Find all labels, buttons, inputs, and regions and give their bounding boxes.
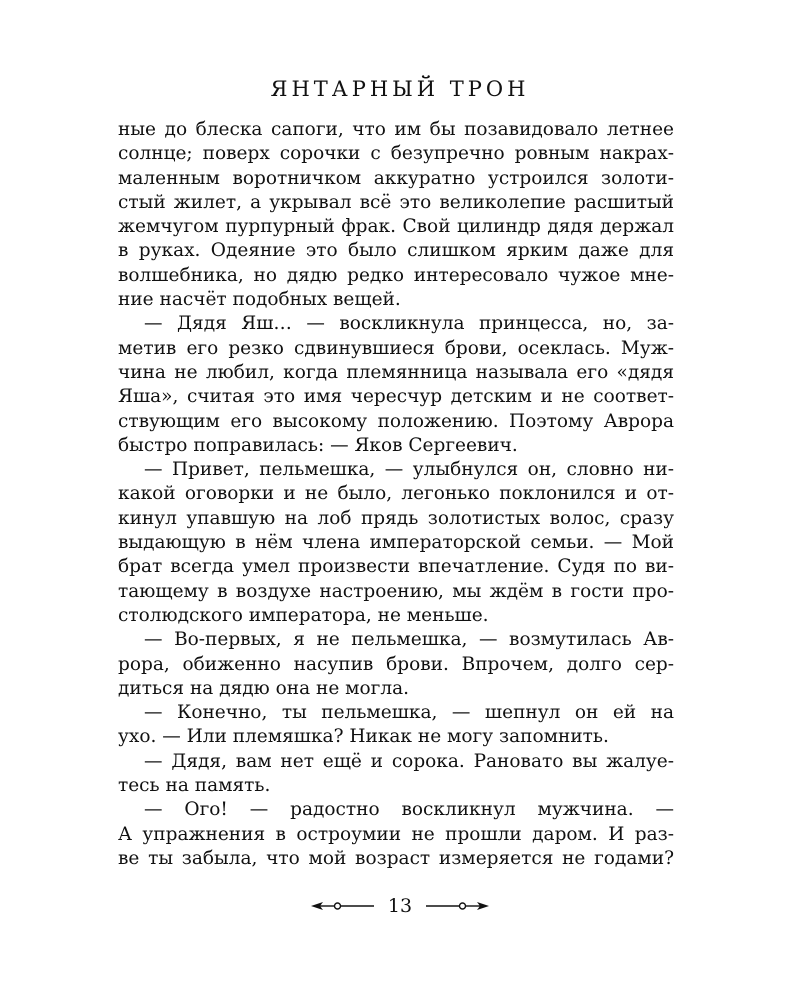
- text-line: ные до блеска сапоги, что им бы позавидовало летнее: [118, 119, 674, 140]
- text-line: диться на дядю она не могла.: [118, 677, 410, 699]
- text-line: метив его резко сдвинувшиеся брови, осеклась. Муж-: [118, 337, 674, 359]
- text-line: — Ого! — радостно воскликнул мужчина. —: [144, 799, 674, 821]
- text-line: солнце; поверх сорочки с безупречно ровным накрах-: [118, 143, 674, 165]
- text-line: выдающую в нём члена императорской семьи. — Мой: [118, 532, 674, 554]
- text-line: маленным воротничком аккуратно устроился золоти-: [118, 167, 674, 189]
- text-line: ухо. — Или племяшка? Никак не могу запомнить.: [118, 726, 609, 748]
- body-text: [118, 118, 674, 871]
- text-line: стый жилет, а укрывал всё это великолепие расшитый: [118, 191, 674, 213]
- text-line: в руках. Одеяние это было слишком ярким даже для: [118, 240, 674, 262]
- page-number: 13: [387, 895, 413, 917]
- text-line: — Дядя, вам нет ещё и сорока. Рановато вы жалуе-: [144, 750, 674, 772]
- text-line: столюдского императора, не меньше.: [118, 604, 489, 626]
- text-line: ве ты забыла, что мой возраст измеряется не годами?: [118, 847, 674, 869]
- left-ornament-icon: [310, 899, 376, 913]
- right-ornament-icon: [424, 899, 490, 913]
- text-line: — Во-первых, я не пельмешка, — возмутилась Ав-: [144, 629, 674, 651]
- text-line: чина не любил, когда племянница называла его «дядя: [118, 361, 674, 383]
- text-line: кинул упавшую на лоб прядь золотистых волос, сразу: [118, 507, 674, 529]
- text-line: А упражнения в остроумии не прошли даром. И раз-: [118, 823, 674, 845]
- running-head: ЯНТАРНЫЙ ТРОН: [270, 77, 530, 101]
- text-line: тесь на память.: [118, 775, 271, 797]
- text-line: тающему в воздухе настроению, мы ждём в гости про-: [118, 580, 674, 602]
- text-line: какой оговорки и не было, легонько поклонился и от-: [118, 483, 674, 505]
- text-line: ствующим его высокому положению. Поэтому Аврора: [118, 410, 674, 432]
- text-line: — Дядя Яш… — воскликнула принцесса, но, за-: [144, 313, 674, 335]
- text-line: — Конечно, ты пельмешка, — шепнул он ей на: [144, 702, 674, 724]
- text-line: — Привет, пельмешка, — улыбнулся он, словно ни-: [144, 459, 674, 481]
- text-line: рора, обиженно насупив брови. Впрочем, долго сер-: [118, 653, 674, 675]
- text-line: быстро поправилась: — Яков Сергеевич.: [118, 434, 518, 456]
- text-line: волшебника, но дядю редко интересовало чужое мне-: [118, 264, 674, 286]
- text-line: ние насчёт подобных вещей.: [118, 289, 401, 311]
- text-line: брат всегда умел произвести впечатление. Судя по ви-: [118, 556, 674, 578]
- text-line: жемчугом пурпурный фрак. Свой цилиндр дядя держал: [118, 216, 674, 238]
- page-footer: [0, 893, 800, 919]
- text-line: Яша», считая это имя чересчур детским и не соответ-: [118, 386, 674, 408]
